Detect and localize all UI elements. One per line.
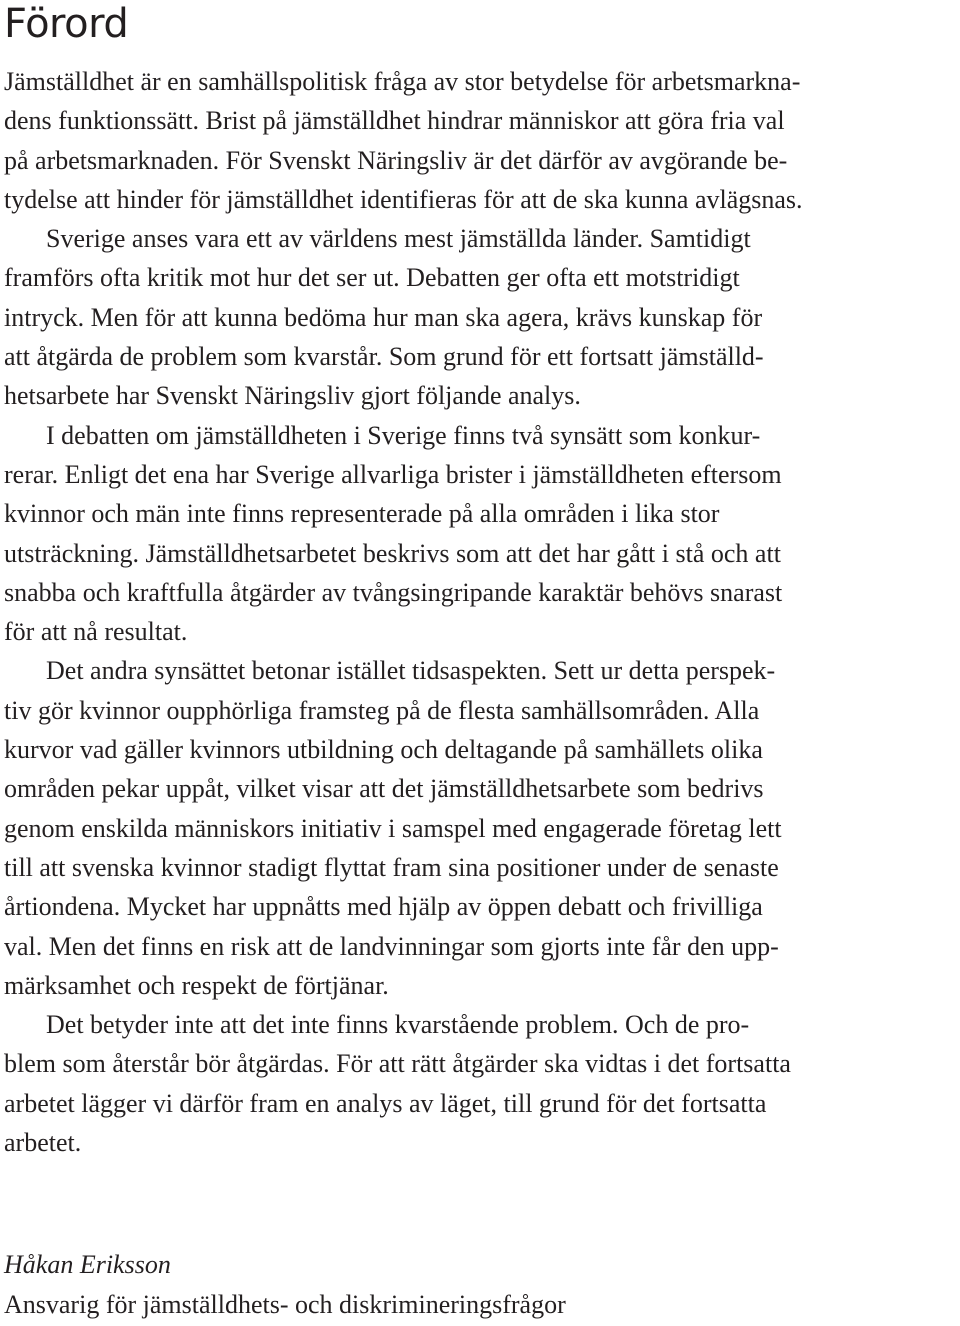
text-line: snabba och kraftfulla åtgärder av tvångsingripande karaktär behövs snarast [4, 577, 783, 607]
text-line: I debatten om jämställdheten i Sverige finns två synsätt som konkur- [46, 420, 761, 450]
text-line: arbetet lägger vi därför fram en analys av läget, till grund för det fortsatta [4, 1088, 767, 1118]
text-line: Sverige anses vara ett av världens mest jämställda länder. Samtidigt [46, 224, 751, 254]
body-text [4, 62, 956, 1162]
text-line: arbetet. [4, 1128, 82, 1158]
text-line: att åtgärda de problem som kvarstår. Som grund för ett fortsatt jämställd- [4, 342, 764, 372]
text-line: kvinnor och män inte finns representerade på alla områden i lika stor [4, 499, 720, 529]
text-line: intryck. Men för att kunna bedöma hur man ska agera, krävs kunskap för [4, 302, 763, 332]
text-line: på arbetsmarknaden. För Svenskt Näringsliv är det därför av avgörande be- [4, 145, 788, 175]
signature-role: Ansvarig för jämställdhets- och diskrimineringsfrågor [4, 1290, 566, 1319]
signature-block [4, 1245, 566, 1325]
text-line: för att nå resultat. [4, 617, 188, 647]
text-line: utsträckning. Jämställdhetsarbetet beskrivs som att det har gått i stå och att [4, 538, 781, 568]
text-line: blem som återstår bör åtgärdas. För att rätt åtgärder ska vidtas i det fortsatta [4, 1049, 791, 1079]
text-line: hetsarbete har Svenskt Näringsliv gjort följande analys. [4, 381, 581, 411]
text-line: rerar. Enligt det ena har Sverige allvarliga brister i jämställdheten eftersom [4, 459, 782, 489]
text-line: tiv gör kvinnor oupphörliga framsteg på de flesta samhällsområden. Alla [4, 695, 760, 725]
text-line: dens funktionssätt. Brist på jämställdhet hindrar människor att göra fria val [4, 106, 785, 136]
signature-name: Håkan Eriksson [4, 1250, 171, 1279]
text-line: tydelse att hinder för jämställdhet identifieras för att de ska kunna avlägsnas. [4, 184, 803, 214]
text-line: årtiondena. Mycket har uppnåtts med hjälp av öppen debatt och frivilliga [4, 892, 763, 922]
text-line: till att svenska kvinnor stadigt flyttat fram sina positioner under de senaste [4, 852, 779, 882]
text-line: områden pekar uppåt, vilket visar att det jämställdhetsarbete som bedrivs [4, 774, 764, 804]
text-line: Det betyder inte att det inte finns kvarstående problem. Och de pro- [46, 1010, 750, 1040]
text-line: Det andra synsättet betonar istället tidsaspekten. Sett ur detta perspek- [46, 656, 776, 686]
text-line: genom enskilda människors initiativ i samspel med engagerade företag lett [4, 813, 782, 843]
text-line: kurvor vad gäller kvinnors utbildning och deltagande på samhällets olika [4, 735, 763, 765]
text-line: framförs ofta kritik mot hur det ser ut. Debatten ger ofta ett motstridigt [4, 263, 740, 293]
text-line: Jämställdhet är en samhällspolitisk fråga av stor betydelse för arbetsmarkna- [4, 67, 801, 96]
text-line: val. Men det finns en risk att de landvinningar som gjorts inte får den upp- [4, 931, 779, 961]
text-line: märksamhet och respekt de förtjänar. [4, 970, 389, 1000]
page-title: Förord [4, 1, 129, 47]
